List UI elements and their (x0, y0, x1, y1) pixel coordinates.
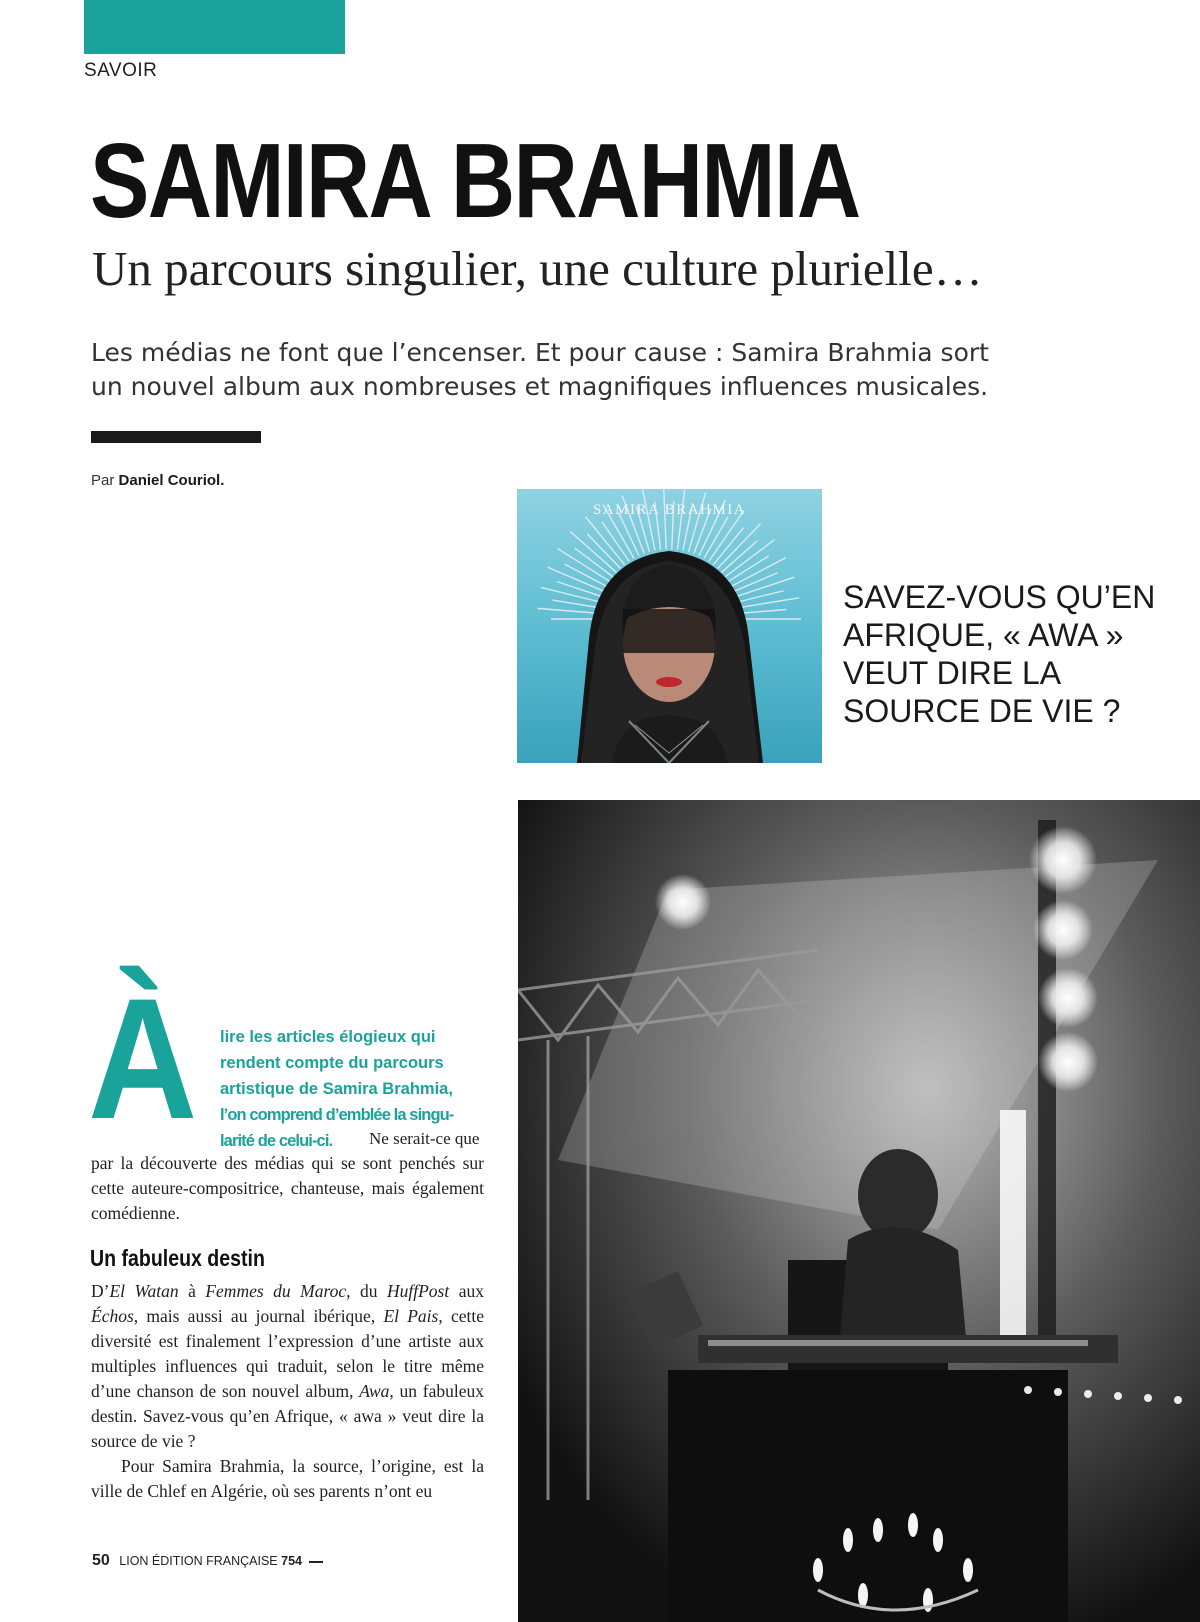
footer-bar (309, 1561, 323, 1563)
lead-line: larité de celui-ci. (220, 1132, 333, 1150)
lead-line: l’on comprend d’emblée la singu- (220, 1106, 454, 1124)
divider-rule (91, 431, 261, 443)
page-number: 50 (92, 1552, 110, 1569)
album-cover-illustration (517, 489, 822, 763)
headline: SAMIRA BRAHMIA (90, 122, 860, 240)
album-cover-image (517, 489, 822, 763)
lead-continuation: Ne serait-ce que (369, 1129, 480, 1148)
section-tab-bar (84, 0, 345, 54)
byline-author: Daniel Couriol. (118, 472, 225, 489)
byline (91, 472, 224, 489)
lead-line: artistique de Samira Brahmia, (220, 1080, 453, 1098)
lead-line: rendent compte du parcours (220, 1054, 444, 1072)
lead-line: lire les articles élogieux qui (220, 1028, 436, 1046)
section-label: SAVOIR (84, 60, 158, 81)
subheadline: Un parcours singulier, une culture plurielle… (92, 241, 983, 296)
concert-photo (518, 800, 1200, 1622)
standfirst: Les médias ne font que l’encenser. Et pour cause : Samira Brahmia sort un nouvel album aux nombreuses et magnifiques influences musicales. (91, 338, 989, 401)
body-paragraph: Pour Samira Brahmia, la source, l’origine, est la ville de Chlef en Algérie, où ses parents n’ont eu (91, 1456, 484, 1501)
album-cover-title: SAMIRA BRAHMIA (592, 502, 747, 518)
pull-quote: SAVEZ-VOUS QU’EN AFRIQUE, « AWA » VEUT DIRE LA SOURCE DE VIE ? (843, 579, 1156, 729)
lead-paragraph-rest: par la découverte des médias qui se sont penchés sur cette auteure-compositrice, chanteuse, mais également comédienne. (91, 1153, 484, 1223)
byline-prefix: Par (91, 472, 115, 489)
body-paragraph: D’El Watan à Femmes du Maroc, du HuffPost aux Échos, mais aussi au journal ibérique, El Pais, cette diversité est finalement l’expression d’une artiste aux multiples influences qui traduit, selon le titre même d’une chanson de son nouvel album, Awa, un fabuleux destin. Savez-vous qu’en Afrique, « awa » veut dire la source de vie ? (91, 1281, 484, 1451)
page-footer (92, 1552, 323, 1570)
drop-cap: À (88, 963, 198, 1155)
body-text (91, 1279, 484, 1504)
crosshead: Un fabuleux destin (90, 1245, 265, 1271)
concert-illustration (518, 800, 1200, 1622)
magazine-name: LION ÉDITION FRANÇAISE (119, 1554, 278, 1568)
issue-number: 754 (281, 1554, 302, 1568)
